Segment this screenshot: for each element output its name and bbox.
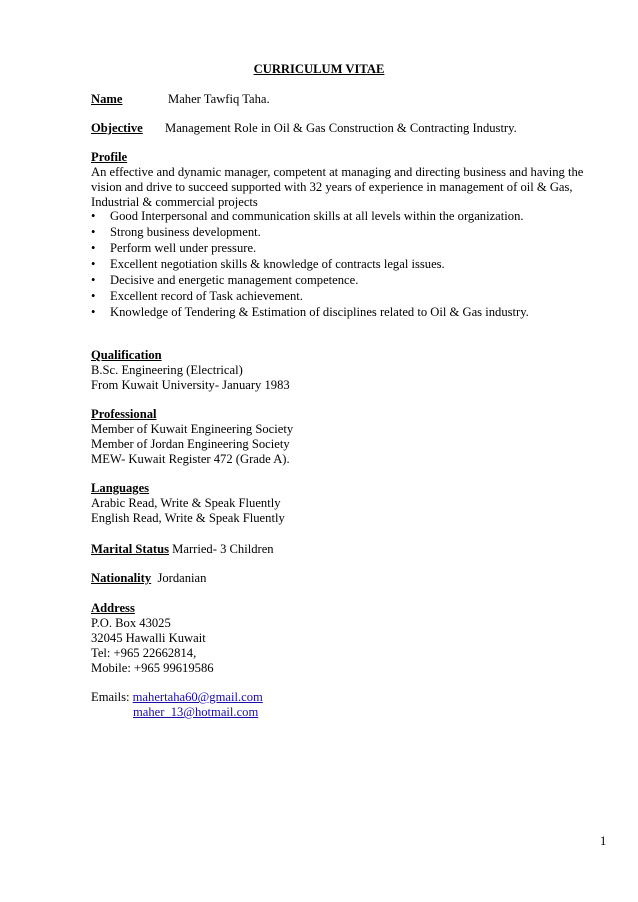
address-section (91, 601, 214, 676)
professional-heading: Professional (91, 407, 157, 421)
qualification-line: From Kuwait University- January 1983 (91, 378, 290, 392)
address-line: Mobile: +965 99619586 (91, 661, 214, 675)
name-value: Maher Tawfiq Taha. (168, 92, 270, 106)
list-item (91, 305, 611, 321)
list-item (91, 289, 611, 305)
name-row (91, 92, 270, 107)
bullet-text: Strong business development. (110, 225, 261, 239)
qualification-section (91, 348, 290, 393)
profile-summary (91, 165, 601, 210)
bullet-text: Knowledge of Tendering & Estimation of disciplines related to Oil & Gas industry. (110, 305, 529, 319)
address-line: P.O. Box 43025 (91, 616, 171, 630)
objective-row (91, 121, 517, 136)
professional-line: Member of Jordan Engineering Society (91, 437, 290, 451)
bullet-icon: • (91, 241, 96, 255)
profile-bullets (91, 209, 611, 321)
bullet-icon: • (91, 225, 96, 239)
profile-heading: Profile (91, 150, 128, 164)
profile-line: An effective and dynamic manager, competent at managing and directing business and having the (91, 165, 584, 179)
emails-label: Emails: (91, 690, 130, 704)
bullet-icon: • (91, 257, 96, 271)
bullet-icon: • (91, 305, 96, 319)
marital-value: Married- 3 Children (172, 542, 274, 556)
address-line: Tel: +965 22662814, (91, 646, 197, 660)
bullet-icon: • (91, 209, 96, 223)
objective-value: Management Role in Oil & Gas Construction & Contracting Industry. (165, 121, 517, 135)
languages-line: Arabic Read, Write & Speak Fluently (91, 496, 281, 510)
bullet-icon: • (91, 289, 96, 303)
professional-line: Member of Kuwait Engineering Society (91, 422, 294, 436)
list-item (91, 225, 611, 241)
list-item (91, 209, 611, 225)
list-item (91, 257, 611, 273)
nationality-row (91, 571, 206, 586)
nationality-label: Nationality (91, 571, 152, 585)
professional-line: MEW- Kuwait Register 472 (Grade A). (91, 452, 290, 466)
profile-section (91, 150, 601, 210)
nationality-value: Jordanian (157, 571, 207, 585)
languages-section (91, 481, 285, 526)
profile-line: Industrial & commercial projects (91, 195, 258, 209)
bullet-text: Excellent record of Task achievement. (110, 289, 303, 303)
name-label: Name (91, 92, 123, 106)
bullet-icon: • (91, 273, 96, 287)
document-title: CURRICULUM VITAE (253, 62, 385, 76)
page-number: 1 (600, 834, 607, 848)
email-link-gmail[interactable]: mahertaha60@gmail.com (132, 690, 263, 704)
bullet-text: Perform well under pressure. (110, 241, 257, 255)
qualification-line: B.Sc. Engineering (Electrical) (91, 363, 243, 377)
list-item (91, 241, 611, 257)
languages-line: English Read, Write & Speak Fluently (91, 511, 285, 525)
languages-heading: Languages (91, 481, 150, 495)
bullet-text: Decisive and energetic management competence. (110, 273, 359, 287)
emails-section (91, 690, 263, 720)
profile-line: vision and drive to succeed supported with 32 years of experience in management of oil & Gas, (91, 180, 573, 194)
marital-label: Marital Status (91, 542, 170, 556)
address-heading: Address (91, 601, 135, 615)
qualification-heading: Qualification (91, 348, 162, 362)
professional-section (91, 407, 293, 467)
bullet-text: Good Interpersonal and communication skills at all levels within the organization. (110, 209, 524, 223)
address-line: 32045 Hawalli Kuwait (91, 631, 206, 645)
list-item (91, 273, 611, 289)
bullet-text: Excellent negotiation skills & knowledge of contracts legal issues. (110, 257, 445, 271)
email-link-hotmail[interactable]: maher_13@hotmail.com (133, 705, 259, 719)
marital-row (91, 542, 274, 557)
objective-label: Objective (91, 121, 143, 135)
